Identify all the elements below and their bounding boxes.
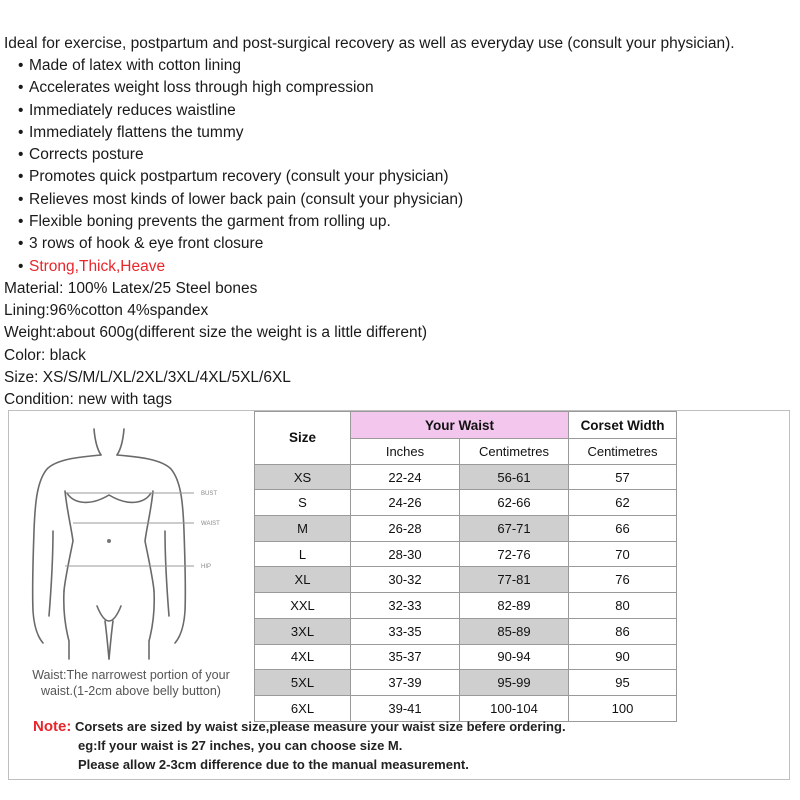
- note-line-1: Corsets are sized by waist size,please measure your waist size befere ordering.: [74, 719, 566, 734]
- intro-text: Ideal for exercise, postpartum and post-surgical recovery as well as everyday use (consult your physician).: [4, 35, 735, 52]
- sizing-note: [33, 717, 566, 774]
- header-your-waist: Your Waist: [351, 412, 569, 439]
- bullet-icon: •: [18, 79, 24, 97]
- bullet-icon: •: [18, 123, 24, 141]
- waist-label: WAIST: [201, 521, 220, 527]
- feature-item: • Relieves most kinds of lower back pain (consult your physician): [18, 189, 800, 211]
- bullet-icon: •: [18, 168, 24, 186]
- body-figure: [9, 411, 254, 711]
- table-row: XL 30-32 77-81 76: [255, 567, 677, 593]
- table-row: XXL 32-33 82-89 80: [255, 593, 677, 619]
- product-description: [4, 33, 800, 411]
- table-row: 4XL 35-37 90-94 90: [255, 644, 677, 670]
- bullet-icon: •: [18, 257, 24, 275]
- bullet-icon: •: [18, 101, 24, 119]
- feature-item: • Made of latex with cotton lining: [18, 55, 800, 77]
- spec-condition: Condition: new with tags: [4, 390, 173, 408]
- spec-lining: Lining:96%cotton 4%spandex: [4, 302, 209, 320]
- size-chart: [8, 410, 790, 780]
- feature-item: • Flexible boning prevents the garment from rolling up.: [18, 211, 800, 233]
- bullet-icon: •: [18, 57, 24, 74]
- table-row: 3XL 33-35 85-89 86: [255, 618, 677, 644]
- spec-weight: Weight:about 600g(different size the weight is a little different): [4, 324, 428, 342]
- feature-item-highlight: • Strong,Thick,Heave: [18, 256, 800, 278]
- table-row: 6XL 39-41 100-104 100: [255, 695, 677, 721]
- note-label: Note:: [33, 718, 72, 735]
- subheader-cm: Centimetres: [460, 439, 569, 465]
- bullet-icon: •: [18, 235, 24, 253]
- header-corset-width: Corset Width: [569, 412, 677, 439]
- size-table: [254, 411, 677, 722]
- feature-item: • Immediately reduces waistline: [18, 100, 800, 122]
- spec-size: Size: XS/S/M/L/XL/2XL/3XL/4XL/5XL/6XL: [4, 368, 291, 386]
- bullet-icon: •: [18, 146, 24, 164]
- subheader-corset-cm: Centimetres: [569, 439, 677, 465]
- spec-material: Material: 100% Latex/25 Steel bones: [4, 279, 258, 297]
- table-row: L 28-30 72-76 70: [255, 541, 677, 567]
- bullet-icon: •: [18, 213, 24, 231]
- feature-item: • Immediately flattens the tummy: [18, 122, 800, 144]
- bullet-icon: •: [18, 190, 24, 208]
- table-row: M 26-28 67-71 66: [255, 516, 677, 542]
- table-row: XS 22-24 56-61 57: [255, 464, 677, 490]
- note-line-2: eg:If your waist is 27 inches, you can choose size M.: [78, 738, 403, 753]
- header-size: Size: [255, 412, 351, 465]
- hip-label: HIP: [201, 564, 212, 570]
- table-row: 5XL 37-39 95-99 95: [255, 670, 677, 696]
- feature-item: • Accelerates weight loss through high compression: [18, 77, 800, 99]
- feature-list: [4, 55, 800, 278]
- figure-caption: Waist:The narrowest portion of your waist.(1-2cm above belly button): [32, 668, 230, 698]
- feature-item: • Promotes quick postpartum recovery (consult your physician): [18, 166, 800, 188]
- spec-color: Color: black: [4, 346, 86, 364]
- feature-item: • Corrects posture: [18, 144, 800, 166]
- subheader-inches: Inches: [351, 439, 460, 465]
- bust-label: BUST: [201, 491, 218, 497]
- table-row: S 24-26 62-66 62: [255, 490, 677, 516]
- note-line-3: Please allow 2-3cm difference due to the manual measurement.: [78, 757, 469, 772]
- feature-item: • 3 rows of hook & eye front closure: [18, 233, 800, 255]
- body-outline-illustration: [9, 411, 254, 661]
